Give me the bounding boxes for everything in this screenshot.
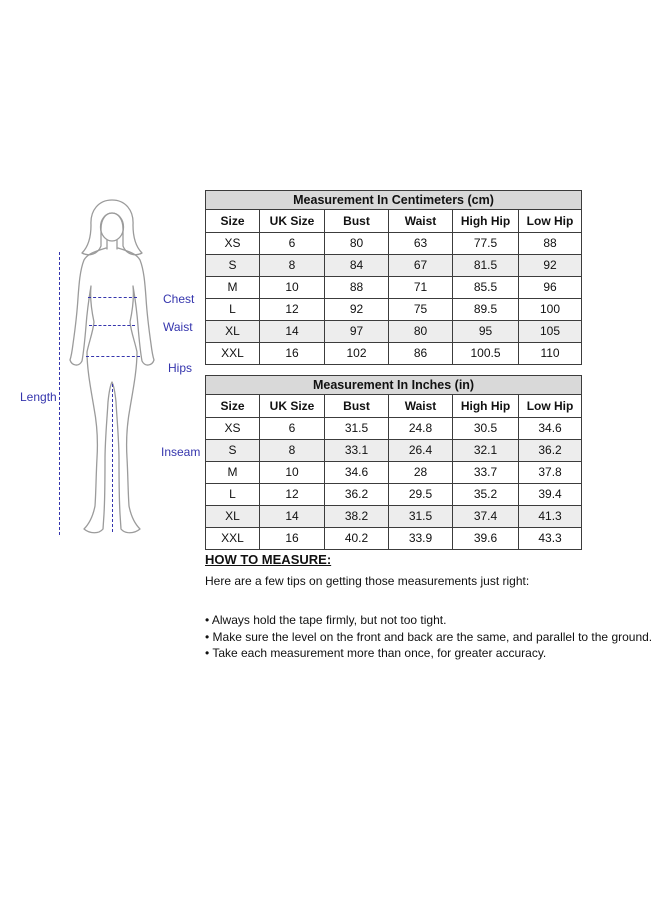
size-cell: 88 (519, 233, 582, 255)
column-header: UK Size (260, 210, 325, 233)
column-header: Waist (389, 395, 453, 418)
size-cell: 110 (519, 343, 582, 365)
size-cell: 85.5 (453, 277, 519, 299)
size-cell: 28 (389, 462, 453, 484)
column-header: Low Hip (519, 210, 582, 233)
size-cell: 12 (260, 484, 325, 506)
size-cell: XL (206, 506, 260, 528)
size-cell: 26.4 (389, 440, 453, 462)
size-cell: 37.4 (453, 506, 519, 528)
size-cell: 34.6 (519, 418, 582, 440)
size-cell: 31.5 (325, 418, 389, 440)
size-cell: 100.5 (453, 343, 519, 365)
size-cell: 81.5 (453, 255, 519, 277)
size-cell: L (206, 299, 260, 321)
size-cell: 30.5 (453, 418, 519, 440)
how-to-measure-heading: HOW TO MEASURE: (205, 552, 332, 567)
size-cell: 16 (260, 343, 325, 365)
size-row (206, 343, 582, 365)
size-cell: 75 (389, 299, 453, 321)
size-cell: 12 (260, 299, 325, 321)
column-header: UK Size (260, 395, 325, 418)
face-outline (101, 213, 124, 241)
size-cell: 35.2 (453, 484, 519, 506)
measure-tip: • Take each measurement more than once, for greater accuracy. (205, 646, 547, 660)
inches-table-title: Measurement In Inches (in) (206, 376, 582, 395)
column-header: Size (206, 395, 260, 418)
size-cell: 92 (519, 255, 582, 277)
size-cell: 102 (325, 343, 389, 365)
how-to-measure-section (205, 552, 655, 662)
size-cell: S (206, 255, 260, 277)
waist-measure-line (89, 325, 135, 326)
size-row (206, 418, 582, 440)
size-cell: 33.9 (389, 528, 453, 550)
size-row (206, 321, 582, 343)
cm-table-header-row (206, 210, 582, 233)
size-row (206, 299, 582, 321)
size-cell: 33.7 (453, 462, 519, 484)
size-cell: 10 (260, 462, 325, 484)
inches-size-table (205, 375, 582, 550)
size-cell: 84 (325, 255, 389, 277)
size-cell: 80 (325, 233, 389, 255)
length-measure-line (59, 252, 60, 535)
size-cell: 16 (260, 528, 325, 550)
how-to-measure-intro: Here are a few tips on getting those measurements just right: (205, 574, 530, 588)
chest-label: Chest (163, 292, 195, 306)
size-cell: 80 (389, 321, 453, 343)
size-cell: 71 (389, 277, 453, 299)
size-row (206, 233, 582, 255)
size-cell: 97 (325, 321, 389, 343)
measure-tip: • Always hold the tape firmly, but not too tight. (205, 613, 447, 627)
chest-measure-line (88, 297, 137, 298)
size-cell: XXL (206, 528, 260, 550)
size-cell: S (206, 440, 260, 462)
column-header: High Hip (453, 395, 519, 418)
size-cell: 63 (389, 233, 453, 255)
size-cell: M (206, 462, 260, 484)
size-cell: 29.5 (389, 484, 453, 506)
size-cell: XS (206, 418, 260, 440)
size-cell: 33.1 (325, 440, 389, 462)
size-cell: 36.2 (519, 440, 582, 462)
column-header: Size (206, 210, 260, 233)
size-cell: 32.1 (453, 440, 519, 462)
hips-label: Hips (168, 361, 193, 375)
inseam-measure-line (112, 384, 113, 532)
size-cell: 6 (260, 233, 325, 255)
hair-outline (82, 200, 142, 255)
size-cell: M (206, 277, 260, 299)
size-cell: 8 (260, 255, 325, 277)
size-cell: 38.2 (325, 506, 389, 528)
size-cell: 37.8 (519, 462, 582, 484)
size-cell: 88 (325, 277, 389, 299)
size-row (206, 462, 582, 484)
column-header: Waist (389, 210, 453, 233)
neck-lines (107, 240, 117, 249)
body-outline (70, 248, 154, 533)
size-row (206, 528, 582, 550)
size-row (206, 277, 582, 299)
size-cell: 31.5 (389, 506, 453, 528)
size-cell: 14 (260, 321, 325, 343)
size-cell: 95 (453, 321, 519, 343)
size-cell: 43.3 (519, 528, 582, 550)
cm-size-table (205, 190, 582, 365)
size-cell: 6 (260, 418, 325, 440)
size-cell: 67 (389, 255, 453, 277)
size-cell: 86 (389, 343, 453, 365)
size-cell: 14 (260, 506, 325, 528)
size-cell: 39.4 (519, 484, 582, 506)
cm-table-title: Measurement In Centimeters (cm) (206, 191, 582, 210)
size-cell: 40.2 (325, 528, 389, 550)
column-header: High Hip (453, 210, 519, 233)
measure-tips-list (205, 612, 655, 662)
size-cell: 41.3 (519, 506, 582, 528)
size-cell: XL (206, 321, 260, 343)
inches-table-header-row (206, 395, 582, 418)
column-header: Bust (325, 395, 389, 418)
column-header: Bust (325, 210, 389, 233)
size-row (206, 255, 582, 277)
size-cell: 39.6 (453, 528, 519, 550)
size-cell: L (206, 484, 260, 506)
inseam-label: Inseam (161, 445, 201, 459)
size-cell: 105 (519, 321, 582, 343)
waist-label: Waist (163, 320, 193, 334)
size-cell: 96 (519, 277, 582, 299)
woman-outline-illustration (22, 196, 202, 544)
size-row (206, 440, 582, 462)
size-cell: 77.5 (453, 233, 519, 255)
size-cell: XXL (206, 343, 260, 365)
size-cell: 8 (260, 440, 325, 462)
length-label: Length (20, 390, 57, 404)
size-cell: 34.6 (325, 462, 389, 484)
size-cell: 10 (260, 277, 325, 299)
size-row (206, 506, 582, 528)
size-cell: 92 (325, 299, 389, 321)
size-row (206, 484, 582, 506)
size-cell: 100 (519, 299, 582, 321)
column-header: Low Hip (519, 395, 582, 418)
size-cell: 89.5 (453, 299, 519, 321)
size-cell: XS (206, 233, 260, 255)
size-cell: 24.8 (389, 418, 453, 440)
measure-tip: • Make sure the level on the front and back are the same, and parallel to the ground. (205, 629, 653, 644)
size-cell: 36.2 (325, 484, 389, 506)
hips-measure-line (86, 356, 140, 357)
